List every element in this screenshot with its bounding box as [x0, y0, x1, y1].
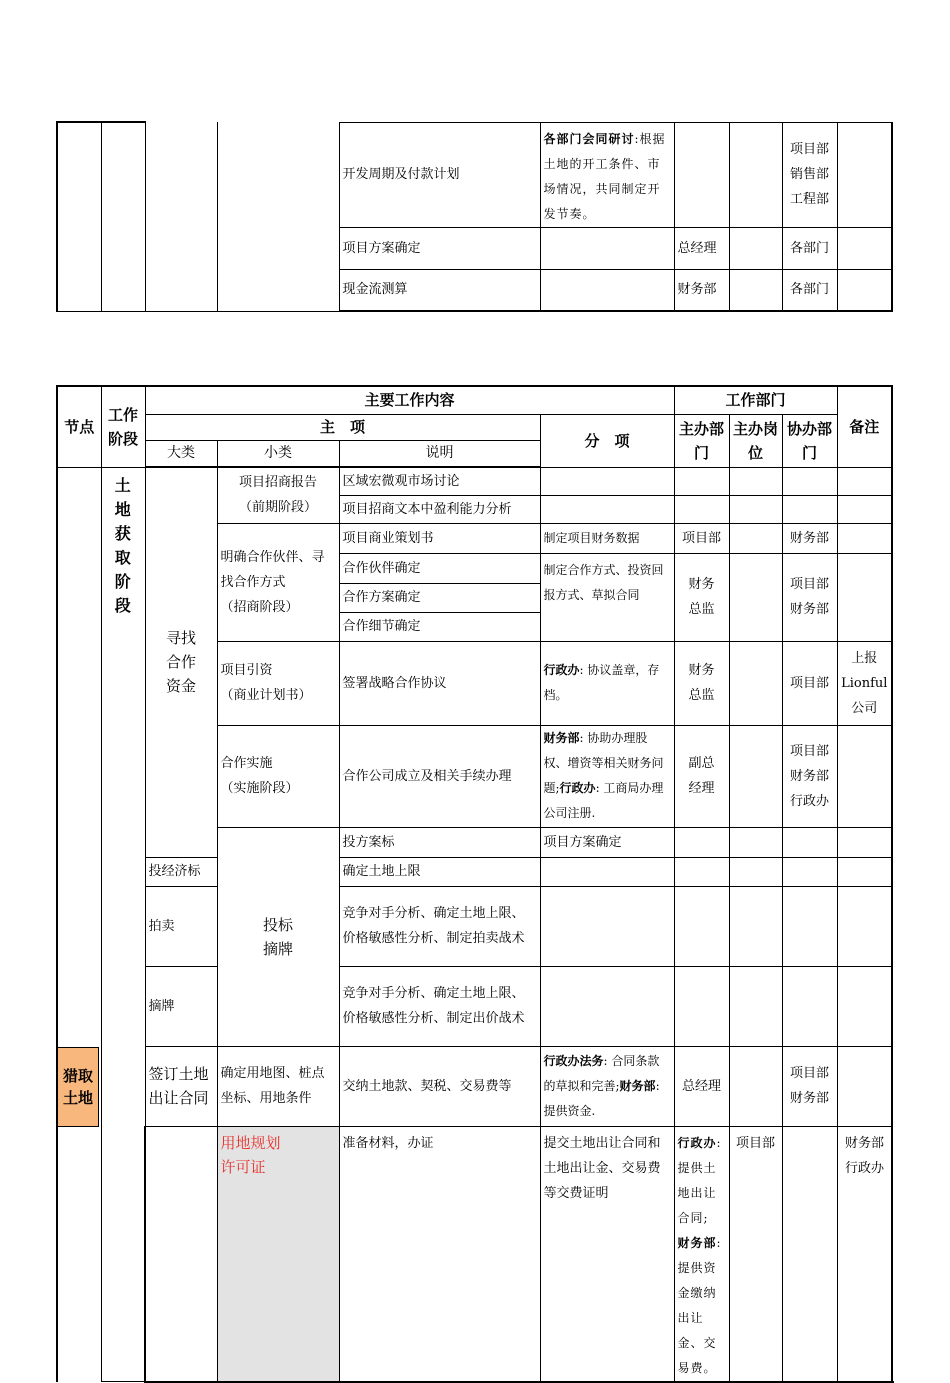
node-land-bottom: [145, 1126, 217, 1382]
header-main-content: 主要工作内容: [145, 386, 674, 414]
split-finance-admin: 财务部: 协助办理股权、增资等相关财务问题;行政办: 工商局办理公司注册.: [540, 725, 674, 827]
desc-profit: 项目招商文本中盈利能力分析: [339, 495, 540, 523]
header-subcategory: 小类: [217, 440, 339, 467]
assist-empty: [782, 495, 837, 523]
desc-plan-confirm: 合作方案确定: [339, 583, 540, 612]
remark-empty: [837, 725, 892, 827]
remark: [837, 227, 892, 269]
assist-dept: 各部门: [782, 227, 837, 269]
split-legal-finance: 行政办法务: 合同条款的草拟和完善;财务部: 提供资金.: [540, 1046, 674, 1126]
remark-empty: [837, 857, 892, 886]
remark-empty: [837, 966, 892, 1046]
category-contract: 签订土地 出让合同: [145, 1046, 217, 1126]
header-category: 大类: [145, 440, 217, 467]
split-empty: [540, 966, 674, 1046]
sub-auction: 拍卖: [145, 886, 217, 966]
remark-empty: [837, 467, 892, 495]
lead-empty: [729, 827, 782, 857]
desc-market: 区域宏微观市场讨论: [339, 467, 540, 495]
sub-plan-bid: 投方案标: [339, 827, 540, 857]
split-admin-seal: 行政办: 协议盖章，存档。: [540, 641, 674, 725]
lead-gm: 总经理: [674, 1046, 729, 1126]
top-table: [56, 121, 893, 312]
lead-post: [729, 122, 782, 227]
header-lead-dept: 主办部门: [674, 414, 729, 467]
lead-project: 项目部: [674, 523, 729, 553]
main-item: 项目方案确定: [339, 227, 540, 269]
lead-cfo: 财务 总监: [674, 553, 729, 641]
assist-empty: [782, 857, 837, 886]
sub-implementation: 合作实施 （实施阶段）: [217, 725, 339, 827]
split-finance-data: 制定项目财务数据: [540, 523, 674, 553]
split-empty: [674, 827, 729, 857]
post-empty: [729, 495, 782, 523]
header-description: 说明: [339, 440, 540, 467]
remark: [837, 269, 892, 311]
category-bid: 投标 摘牌: [217, 827, 339, 1046]
lead-empty: [674, 467, 729, 495]
main-item: 现金流测算: [339, 269, 540, 311]
lead-empty: [674, 857, 729, 886]
remark-empty: [837, 523, 892, 553]
header-main-item: 主 项: [145, 414, 540, 440]
desc-detail-confirm: 合作细节确定: [339, 612, 540, 641]
post-empty: [782, 827, 837, 857]
desc-land-fees: 交纳土地款、契税、交易费等: [339, 1046, 540, 1126]
post-empty: [729, 886, 782, 966]
post-empty: [729, 523, 782, 553]
assist-project: 项目部: [782, 641, 837, 725]
lead-dept: [674, 122, 729, 227]
assist-project-finance: 项目部 财务部: [782, 553, 837, 641]
desc-listing: 竞争对手分析、确定土地上限、价格敏感性分析、制定出价战术: [339, 966, 540, 1046]
lead-cfo: 财务 总监: [674, 641, 729, 725]
lead-empty: [674, 495, 729, 523]
assist-empty: [837, 827, 892, 857]
post-empty: [729, 467, 782, 495]
assist-dept: 各部门: [782, 269, 837, 311]
desc-land-limit: 确定土地上限: [339, 857, 540, 886]
category-cell: [145, 122, 217, 311]
post-empty: [729, 1046, 782, 1126]
main-item: 开发周期及付款计划: [339, 122, 540, 227]
lead-post: [729, 227, 782, 269]
desc-partner-confirm: 合作伙伴确定: [339, 553, 540, 583]
assist-empty: [782, 886, 837, 966]
lead-post: [729, 269, 782, 311]
header-remarks: 备注: [837, 386, 892, 467]
split-item: [540, 269, 674, 311]
lead-empty: [674, 886, 729, 966]
lead-dept: 总经理: [674, 227, 729, 269]
post-empty: [729, 553, 782, 641]
assist-empty: [782, 966, 837, 1046]
split-admin-finance: 行政办: 提供土地出让合同; 财务部: 提供资金缴纳出让金、交易费。: [674, 1126, 729, 1382]
split-empty: [540, 467, 674, 495]
remark-empty: [837, 886, 892, 966]
header-sub-item: 分 项: [540, 414, 674, 467]
sub-land-map: 确定用地图、桩点坐标、用地条件: [217, 1046, 339, 1126]
header-stage: 工作阶段: [101, 386, 145, 467]
post-empty: [729, 725, 782, 827]
split-empty: [540, 857, 674, 886]
lead-project: 项目部: [729, 1126, 782, 1382]
header-lead-post: 主办岗位: [729, 414, 782, 467]
sub-listing: 摘牌: [145, 966, 217, 1046]
main-table: [56, 385, 893, 1383]
header-node: 节点: [57, 386, 101, 467]
category-partner: 寻找 合作 资金: [145, 467, 217, 857]
remark: [837, 122, 892, 227]
sub-economic-bid: 投经济标: [145, 857, 217, 886]
split-item: 各部门会同研讨:根据土地的开工条件、市场情况，共同制定开发节奏。: [540, 122, 674, 227]
header-work-dept: 工作部门: [674, 386, 837, 414]
split-empty: [540, 495, 674, 523]
lead-vp: 副总 经理: [674, 725, 729, 827]
desc-submit: 提交土地出让合同和土地出让金、交易费等交费证明: [540, 1126, 674, 1382]
lead-empty: [674, 966, 729, 1046]
sub-partner: 明确合作伙伴、寻找合作方式 （招商阶段）: [217, 523, 339, 641]
stage-land: 土 地 获 取 阶 段: [101, 467, 145, 1382]
desc-plan-confirm: 项目方案确定: [540, 827, 674, 857]
post-empty: [729, 857, 782, 886]
assist-three-depts: 项目部 财务部 行政办: [782, 725, 837, 827]
node-cell: [57, 122, 101, 311]
post-empty: [782, 1126, 837, 1382]
desc-auction: 竞争对手分析、确定土地上限、价格敏感性分析、制定拍卖战术: [339, 886, 540, 966]
sub-report: 项目招商报告 （前期阶段）: [217, 467, 339, 523]
desc-plan: 项目商业策划书: [339, 523, 540, 553]
category-permit: 用地规划 许可证: [217, 1126, 339, 1382]
post-empty: [729, 641, 782, 725]
split-empty: [540, 886, 674, 966]
split-item: [540, 227, 674, 269]
assist-empty: [782, 467, 837, 495]
assist-finance-admin: 财务部 行政办: [837, 1126, 892, 1382]
post-empty: [729, 966, 782, 1046]
header-assist-dept: 协办部门: [782, 414, 837, 467]
desc-strategy: 签署战略合作协议: [339, 641, 540, 725]
sub-investment: 项目引资 （商业计划书）: [217, 641, 339, 725]
split-cooperation: 制定合作方式、投资回报方式、草拟合同: [540, 553, 674, 641]
assist-finance: 财务部: [782, 523, 837, 553]
remark-empty: [837, 553, 892, 641]
remark-empty: [837, 495, 892, 523]
remark-lionful: 上报 Lionful 公司: [837, 641, 892, 725]
subcategory-cell: [217, 122, 339, 311]
node-land-top: [57, 467, 101, 1382]
sub-prepare: 准备材料，办证: [339, 1126, 540, 1382]
lead-dept: 财务部: [674, 269, 729, 311]
assist-project-finance: 项目部 财务部: [782, 1046, 837, 1126]
stage-cell: [101, 122, 145, 311]
assist-dept: 项目部 销售部 工程部: [782, 122, 837, 227]
desc-company-setup: 合作公司成立及相关手续办理: [339, 725, 540, 827]
node-land-label: 猎取 土地: [57, 1047, 99, 1127]
remark-empty: [837, 1046, 892, 1126]
